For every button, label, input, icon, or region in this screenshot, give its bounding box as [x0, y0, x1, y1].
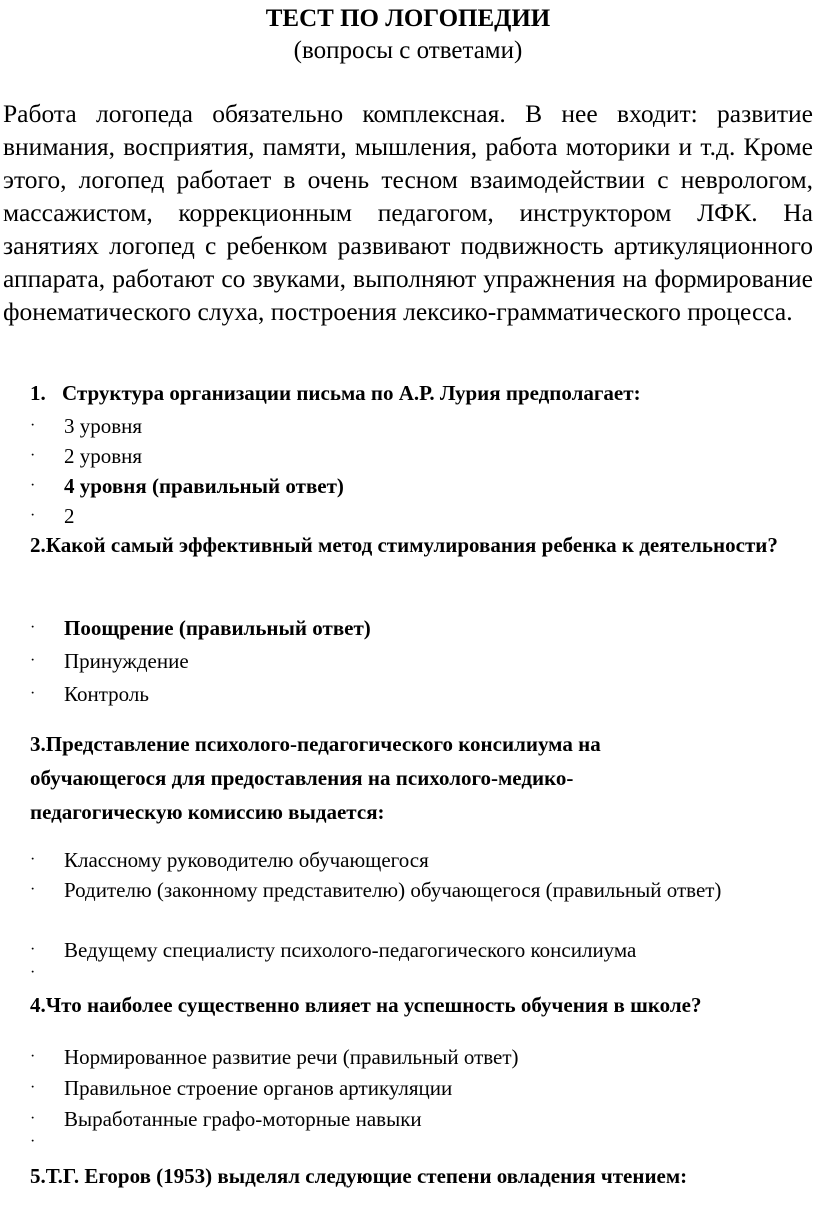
bullet-icon: ·: [30, 1048, 36, 1065]
question-1: [30, 376, 816, 410]
bullet-icon: ·: [30, 941, 36, 958]
document-title: ТЕСТ ПО ЛОГОПЕДИИ: [265, 5, 551, 32]
bullet-icon: ·: [30, 507, 36, 524]
document-page: ТЕСТ ПО ЛОГОПЕДИИ (вопросы с ответами) Работа логопеда обязательно комплексная. В нее входит: развитие внимания, восприятия, памяти, мышления, работа моторики и т.д. Кроме этого, логопед работает в очень тесном взаимодействии с неврологом, массажистом, коррекционным педагогом, инструктором ЛФК. На занятиях логопед с ребенком развивают подвижность артикуляционного аппарата, работают со звуками, выполняют упражнения на формирование фонематического слуха, построения лексико-грамматического процесса. 1. Структура организации письма по А.Р. Лурия предполагает: · 3 уровня · 2 уровня · 4 уровня (правильный ответ) · 2 2.Какой самый эффективный метод стимулирования ребенка к деятельности? · Поощрение (правильный ответ) · Принуждение · Контроль 3.Представление психолого-педагогического консилиума на обучающегося для предоставления на психолого-медико-педагогическую комиссию выдается: · Классному руководителю обучающегося · Родителю (законному представителю) обучающегося (правильный ответ) · Ведущему специалисту психолого-педагогического консилиума · 4.Что наиболее существенно влияет на успешность обучения в школе? · Нормированное развитие речи (правильный ответ) · Правильное строение органов артикуляции · Выработанные графо-моторные навыки · 5.Т.Г. Егоров (1953) выделял следующие степени овладения чтением:: [0, 0, 816, 1212]
question-3: 3.Представление психолого-педагогического консилиума на обучающегося для предоставления на психолого-медико-педагогическую комиссию выдается:: [30, 732, 601, 824]
bullet-icon: ·: [30, 851, 36, 868]
bullet-icon: ·: [30, 417, 36, 434]
question-2: 2.Какой самый эффективный метод стимулирования ребенка к деятельности?: [30, 533, 778, 557]
bullet-icon: ·: [30, 1133, 36, 1150]
question-4: 4.Что наиболее существенно влияет на успешность обучения в школе?: [30, 993, 702, 1017]
bullet-icon: ·: [30, 1079, 36, 1096]
question-5: 5.Т.Г. Егоров (1953) выделял следующие степени овладения чтением:: [30, 1164, 688, 1188]
bullet-icon: ·: [30, 881, 36, 898]
question-1-number: 1.: [30, 381, 46, 405]
bullet-icon: ·: [30, 447, 36, 464]
bullet-icon: ·: [30, 1110, 36, 1127]
bullet-icon: ·: [30, 477, 36, 494]
question-1-text: Структура организации письма по А.Р. Лурия предполагает:: [62, 381, 641, 405]
intro-paragraph: Работа логопеда обязательно комплексная. В нее входит: развитие внимания, восприятия, памяти, мышления, работа моторики и т.д. Кроме этого, логопед работает в очень тесном взаимодействии с неврологом, массажистом, коррекционным педагогом, инструктором ЛФК. На занятиях логопед с ребенком развивают подвижность артикуляционного аппарата, работают со звуками, выполняют упражнения на формирование фонематического слуха, построения лексико-грамматического процесса.: [3, 99, 813, 326]
bullet-icon: ·: [30, 619, 36, 636]
document-subtitle: (вопросы с ответами): [293, 37, 523, 64]
bullet-icon: ·: [30, 964, 36, 981]
bullet-icon: ·: [30, 652, 36, 669]
bullet-icon: ·: [30, 685, 36, 702]
